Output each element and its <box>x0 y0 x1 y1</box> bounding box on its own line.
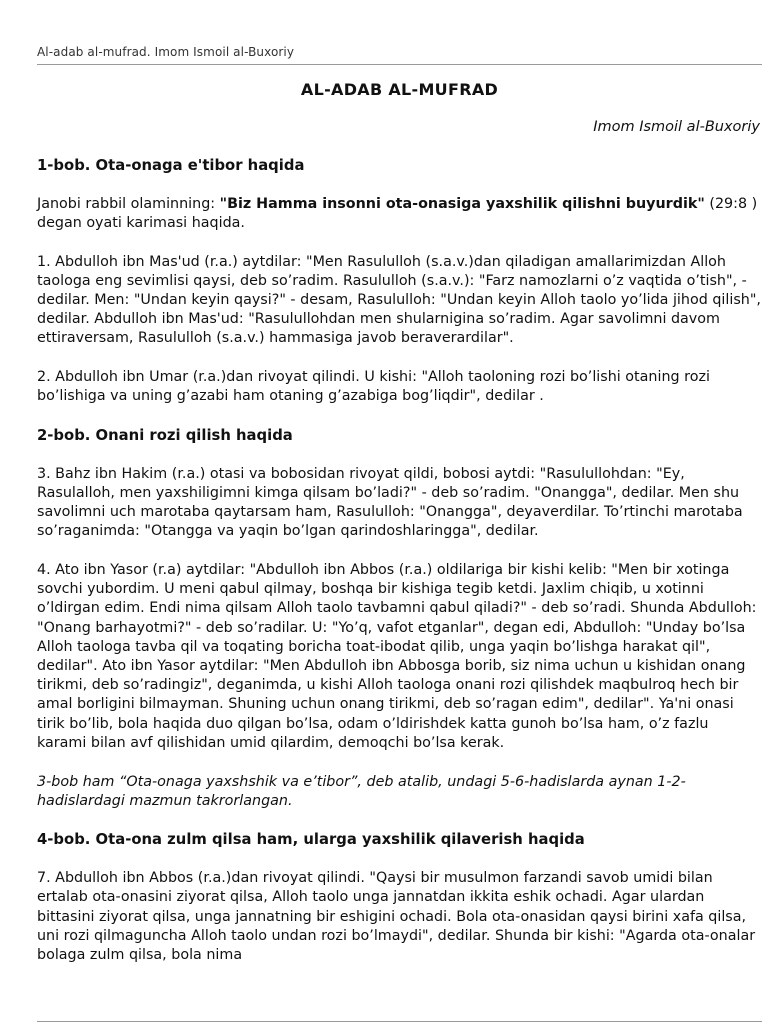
chapter-heading-1: 1-bob. Ota-onaga e'tibor haqida <box>37 157 305 174</box>
document-title: AL-ADAB AL-MUFRAD <box>300 80 499 99</box>
footer-divider <box>37 1021 762 1022</box>
hadith-1: 1. Abdulloh ibn Mas'ud (r.a.) aytdilar: "Men Rasululloh (s.a.v.)dan qiladigan amallarimizdan Alloh taologa eng sevimlisi qaysi, deb so’radim. Rasululloh (s.a.v.): "Farz namozlarni o’z vaqtida o’tish", - dedilar. Men: "Undan keyin qaysi?" - desam, Rasululloh: "Undan keyin Alloh taolo yo’lida jihod qilish", dedilar. Abdulloh ibn Mas'ud: "Rasulullohdan men shularnigina so’radim. Agar savolimni davom ettiraversam, Rasululloh (s.a.v.) hammasiga javob beraverardilar". <box>37 253 761 347</box>
intro-reference: (29:8 ) degan oyati karimasi haqida. <box>37 195 758 231</box>
intro-text: Janobi rabbil olaminning: <box>37 195 220 212</box>
chapter-heading-4: 4-bob. Ota-ona zulm qilsa ham, ularga yaxshilik qilaverish haqida <box>37 831 585 849</box>
intro-quote: "Biz Hamma insonni ota-onasiga yaxshilik qilishni buyurdik" <box>219 195 705 212</box>
hadith-7: 7. Abdulloh ibn Abbos (r.a.)dan rivoyat qilindi. "Qaysi bir musulmon farzandi savob umidi bilan ertalab ota-onasini ziyorat qilsa, Alloh taolo unga jannatdan ikkita eshik ochadi. Agar ulardan bittasini ziyorat qilsa, unga jannatning bir eshigini ochadi. Bola ota-onasidan qaysi birini xafa qilsa, uni rozi qilmaguncha Alloh taolo undan rozi bo’lmaydi", dedilar. Shunda bir kishi: "Agarda ota-onalar bolaga zulm qilsa, bola nima <box>37 870 756 963</box>
chapter-heading-2: 2-bob. Onani rozi qilish haqida <box>37 427 293 445</box>
hadith-3: 3. Bahz ibn Hakim (r.a.) otasi va bobosidan rivoyat qildi, bobosi aytdi: "Rasulullohdan: "Ey, Rasulalloh, men yaxshiligimni kimga qilsam bo’ladi?" - deb so’radim. "Onangga", dedilar. Men shu savolimni uch marotaba qaytarsam ham, Rasululloh: "Onangga", deyaverdilar. To’rtinchi marotaba so’raganimda: "Otangga va yaqin bo’lgan qarindoshlaringga", dedilar. <box>37 465 743 540</box>
header-divider <box>37 64 762 65</box>
chapter-1-intro <box>37 195 762 233</box>
running-header: Al-adab al-mufrad. Imom Ismoil al-Buxoriy <box>37 45 295 59</box>
hadith-2: 2. Abdulloh ibn Umar (r.a.)dan rivoyat qilindi. U kishi: "Alloh taoloning rozi bo’lishi otaning rozi bo’lishiga va uning g’azabi ham otaning g’azabiga bog’liqdir", dedilar . <box>37 369 710 405</box>
document-body <box>37 156 762 985</box>
chapter-3-note: 3-bob ham “Ota-onaga yaxshshik va e’tibor”, deb atalib, undagi 5-6-hadislarda aynan 1-2-hadislardagi mazmun takrorlangan. <box>37 773 686 809</box>
hadith-4: 4. Ato ibn Yasor (r.a) aytdilar: "Abdulloh ibn Abbos (r.a.) oldilariga bir kishi kelib: "Men bir xotinga sovchi yubordim. U meni qabul qilmay, boshqa bir kishiga tegib ketdi. Jaxlim chiqib, u xotinni o’ldirgan edim. Endi nima qilsam Alloh taolo tavbamni qabul qiladi?" - deb so’radi. Shunda Abdulloh: "Onang barhayotmi?" - deb so’radilar. U: "Yo’q, vafot etganlar", degan edi, Abdulloh: "Unday bo’lsa Alloh taologa tavba qil va toqating boricha toat-ibodat qilib, unga yaqin bo’lishga harakat qil", dedilar". Ato ibn Yasor aytdilar: "Men Abdulloh ibn Abbosga borib, siz nima uchun u kishidan onang tirikmi, deb so’radingiz", deganimda, u kishi Alloh taologa onani rozi qilishdek maqbulroq hech bir amal borligini bilmayman. Shuning uchun onang tirikmi, deb so’ragan edim", dedilar". Ya'ni onasi tirik bo’lib, bola haqida duo qilgan bo’lsa, odam o’ldirishdek katta gunoh bo’lsa ham, o’z fazlu karami bilan avf qilishidan umid qilardim, demoqchi bo’lsa kerak. <box>37 562 757 751</box>
author-name: Imom Ismoil al-Buxoriy <box>593 119 760 135</box>
